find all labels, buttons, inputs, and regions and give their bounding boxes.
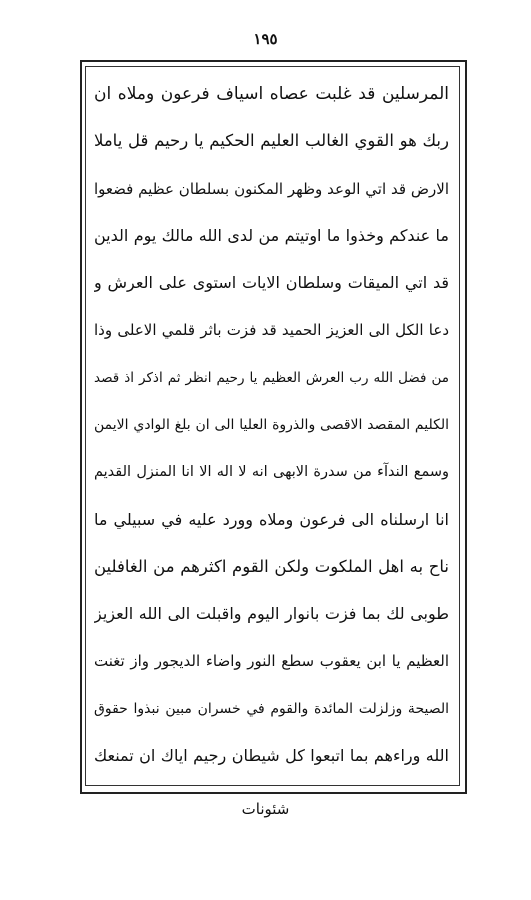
text-line: من فضل الله رب العرش العظيم يا رحيم انظر ثم اذكر اذ قصد — [94, 369, 449, 386]
text-line: الله وراءهم بما اتبعوا كل شيطان رجيم اياك ان تمنعك — [94, 745, 449, 765]
text-line: طوبى لك بما فزت بانوار اليوم واقبلت الى الله العزيز — [94, 604, 449, 624]
text-line: ما عندكم وخذوا ما اوتيتم من لدى الله مالك يوم الدين — [94, 225, 449, 245]
text-line: وسمع الندآء من سدرة الابهى انه لا اله الا انا المنزل القديم — [94, 464, 449, 481]
text-line: انا ارسلناه الى فرعون وملاه وورد عليه في سبيلي ما — [94, 509, 449, 529]
text-line: الارض قد اتي الوعد وظهر المكنون بسلطان عظيم فضعوا — [94, 179, 449, 198]
text-line: دعا الكل الى العزيز الحميد قد فزت باثر قلمي الاعلى وذا — [94, 321, 449, 340]
text-line: ناح به اهل الملكوت ولكن القوم اكثرهم من الغافلين — [94, 556, 449, 576]
manuscript-text-block — [94, 80, 449, 770]
text-line: الصيحة وزلزلت المائدة والقوم في خسران مبين نبذوا حقوق — [94, 700, 449, 717]
text-line: المرسلين قد غلبت عصاه اسياف فرعون وملاه ان — [94, 84, 449, 104]
catchword: شئونات — [241, 800, 290, 818]
text-line: قد اتي الميقات وسلطان الايات استوى على العرش و — [94, 273, 449, 293]
text-line: الكليم المقصد الاقصى والذروة العليا الى ان بلغ الوادي الايمن — [94, 416, 449, 433]
text-line: ربك هو القوي الغالب العليم الحكيم يا رحيم قل ياملا — [94, 131, 449, 151]
text-line: العظيم يا ابن يعقوب سطع النور واضاء الديجور واز تغنت — [94, 652, 449, 671]
page-number: ١٩٥ — [253, 30, 278, 48]
